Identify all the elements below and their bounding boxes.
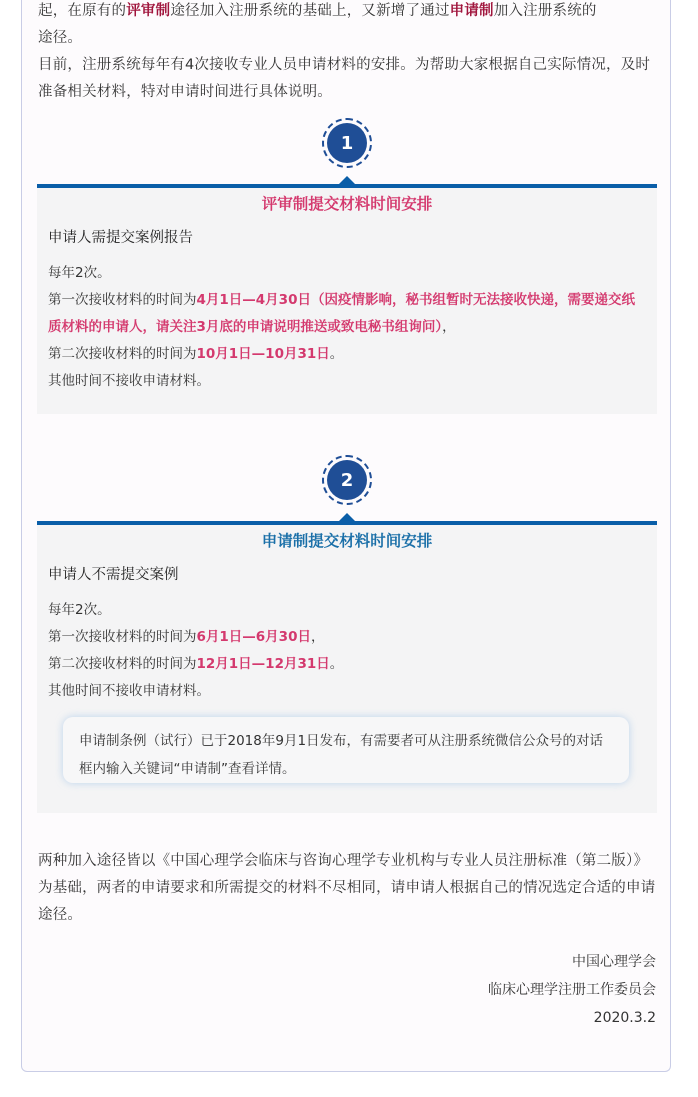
application-note: 申请制条例（试行）已于2018年9月1日发布，有需要者可从注册系统微信公众号的对话框内输入关键词“申请制”查看详情。 — [63, 717, 629, 783]
other-time-text: 其他时间不接收申请材料。 — [48, 373, 210, 389]
intro-text: 途径。 — [38, 30, 83, 46]
punctuation: ， — [310, 629, 325, 645]
section-2-pointer — [339, 513, 355, 521]
intro-paragraph — [38, 0, 658, 106]
section-1-title: 评审制提交材料时间安排 — [261, 195, 433, 213]
section-1-details — [48, 260, 648, 395]
intro-text: 途径加入注册系统的基础上，又新增了通过 — [170, 3, 450, 19]
signature-org: 中国心理学会 — [572, 954, 656, 970]
section-1-pointer — [339, 176, 355, 184]
frequency-text: 每年2次。 — [48, 602, 111, 618]
highlight-application-system: 申请制 — [449, 3, 494, 19]
intro-schedule-text: 目前，注册系统每年有4次接收专业人员申请材料的安排。为帮助大家根据自己实际情况，及时准备相关材料，特对申请时间进行具体说明。 — [38, 57, 651, 100]
section-1-box — [37, 188, 657, 414]
other-time-text: 其他时间不接收申请材料。 — [48, 683, 210, 699]
intro-text: 加入注册系统的 — [493, 3, 597, 19]
badge-number: 2 — [327, 460, 367, 500]
highlight-review-system: 评审制 — [126, 3, 171, 19]
first-window-dates: 4月1日—4月30日（因疫情影响，秘书组暂时无法接收快递，需要递交纸质材料的申请人，请关注3月底的申请说明推送或致电秘书组询问） — [48, 292, 635, 335]
punctuation: ， — [442, 319, 456, 335]
first-window-dates: 6月1日—6月30日 — [196, 629, 311, 645]
section-2-title: 申请制提交材料时间安排 — [261, 532, 433, 550]
badge-number: 1 — [327, 123, 367, 163]
punctuation: 。 — [329, 656, 344, 672]
signature-block — [488, 948, 656, 1032]
section-1-subtitle: 申请人需提交案例报告 — [48, 230, 193, 246]
second-window-label: 第二次接收材料的时间为 — [48, 656, 197, 672]
section-2-badge — [322, 455, 372, 505]
intro-text: 起，在原有的 — [38, 3, 127, 19]
second-window-dates: 12月1日—12月31日 — [196, 656, 330, 672]
frequency-text: 每年2次。 — [48, 265, 111, 281]
section-2-details — [48, 597, 648, 705]
signature-committee: 临床心理学注册工作委员会 — [488, 982, 656, 998]
closing-paragraph: 两种加入途径皆以《中国心理学会临床与咨询心理学专业机构与专业人员注册标准（第二版）》为基础，两者的申请要求和所需提交的材料不尽相同，请申请人根据自己的情况选定合适的申请途径。 — [38, 853, 656, 923]
second-window-dates: 10月1日—10月31日 — [196, 346, 330, 362]
section-2-box — [37, 525, 657, 813]
first-window-label: 第一次接收材料的时间为 — [48, 629, 197, 645]
signature-date: 2020.3.2 — [593, 1010, 656, 1026]
article-card — [21, 0, 671, 1072]
section-2-subtitle: 申请人不需提交案例 — [48, 567, 179, 583]
second-window-label: 第二次接收材料的时间为 — [48, 346, 197, 362]
section-1-badge — [322, 118, 372, 168]
punctuation: 。 — [329, 346, 344, 362]
first-window-label: 第一次接收材料的时间为 — [48, 292, 197, 308]
